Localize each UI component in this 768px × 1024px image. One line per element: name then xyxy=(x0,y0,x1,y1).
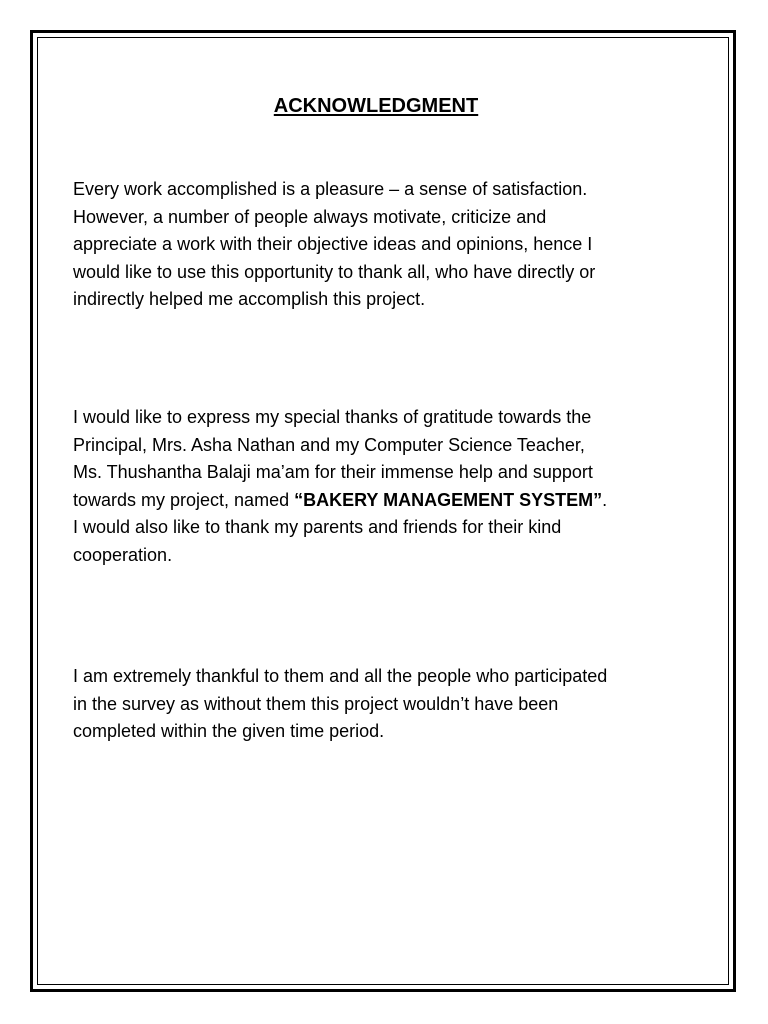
paragraph-1-line: indirectly helped me accomplish this project. xyxy=(73,289,426,309)
paragraph-1-line: appreciate a work with their objective ideas and opinions, hence I xyxy=(73,234,593,254)
paragraph-1-line: would like to use this opportunity to thank all, who have directly or xyxy=(73,261,596,282)
paragraph-3 xyxy=(73,663,693,746)
project-name-prefix: towards my project, named xyxy=(73,489,295,510)
paragraph-2-line: I would also like to thank my parents and friends for their kind xyxy=(73,517,562,537)
paragraph-2-line: Principal, Mrs. Asha Nathan and my Computer Science Teacher, xyxy=(73,434,585,455)
paragraph-3-line: I am extremely thankful to them and all the people who participated xyxy=(73,666,608,686)
paragraph-1 xyxy=(73,176,693,314)
project-name-suffix: . xyxy=(602,489,608,510)
paragraph-2-line: Ms. Thushantha Balaji ma’am for their immense help and support xyxy=(73,462,593,482)
paragraph-2 xyxy=(73,404,693,569)
page-title xyxy=(0,92,752,120)
paragraph-1-line: Every work accomplished is a pleasure – a sense of satisfaction. xyxy=(73,179,588,199)
paragraph-3-line: completed within the given time period. xyxy=(73,721,385,741)
paragraph-1-line: However, a number of people always motivate, criticize and xyxy=(73,206,547,227)
paragraph-2-line-project-name xyxy=(73,487,693,515)
paragraph-2-line: I would like to express my special thanks of gratitude towards the xyxy=(73,407,592,427)
page-title-text: ACKNOWLEDGMENT xyxy=(273,95,479,117)
project-name: “BAKERY MANAGEMENT SYSTEM” xyxy=(294,489,603,510)
paragraph-2-line: cooperation. xyxy=(73,544,173,565)
paragraph-3-line: in the survey as without them this project wouldn’t have been xyxy=(73,693,559,714)
